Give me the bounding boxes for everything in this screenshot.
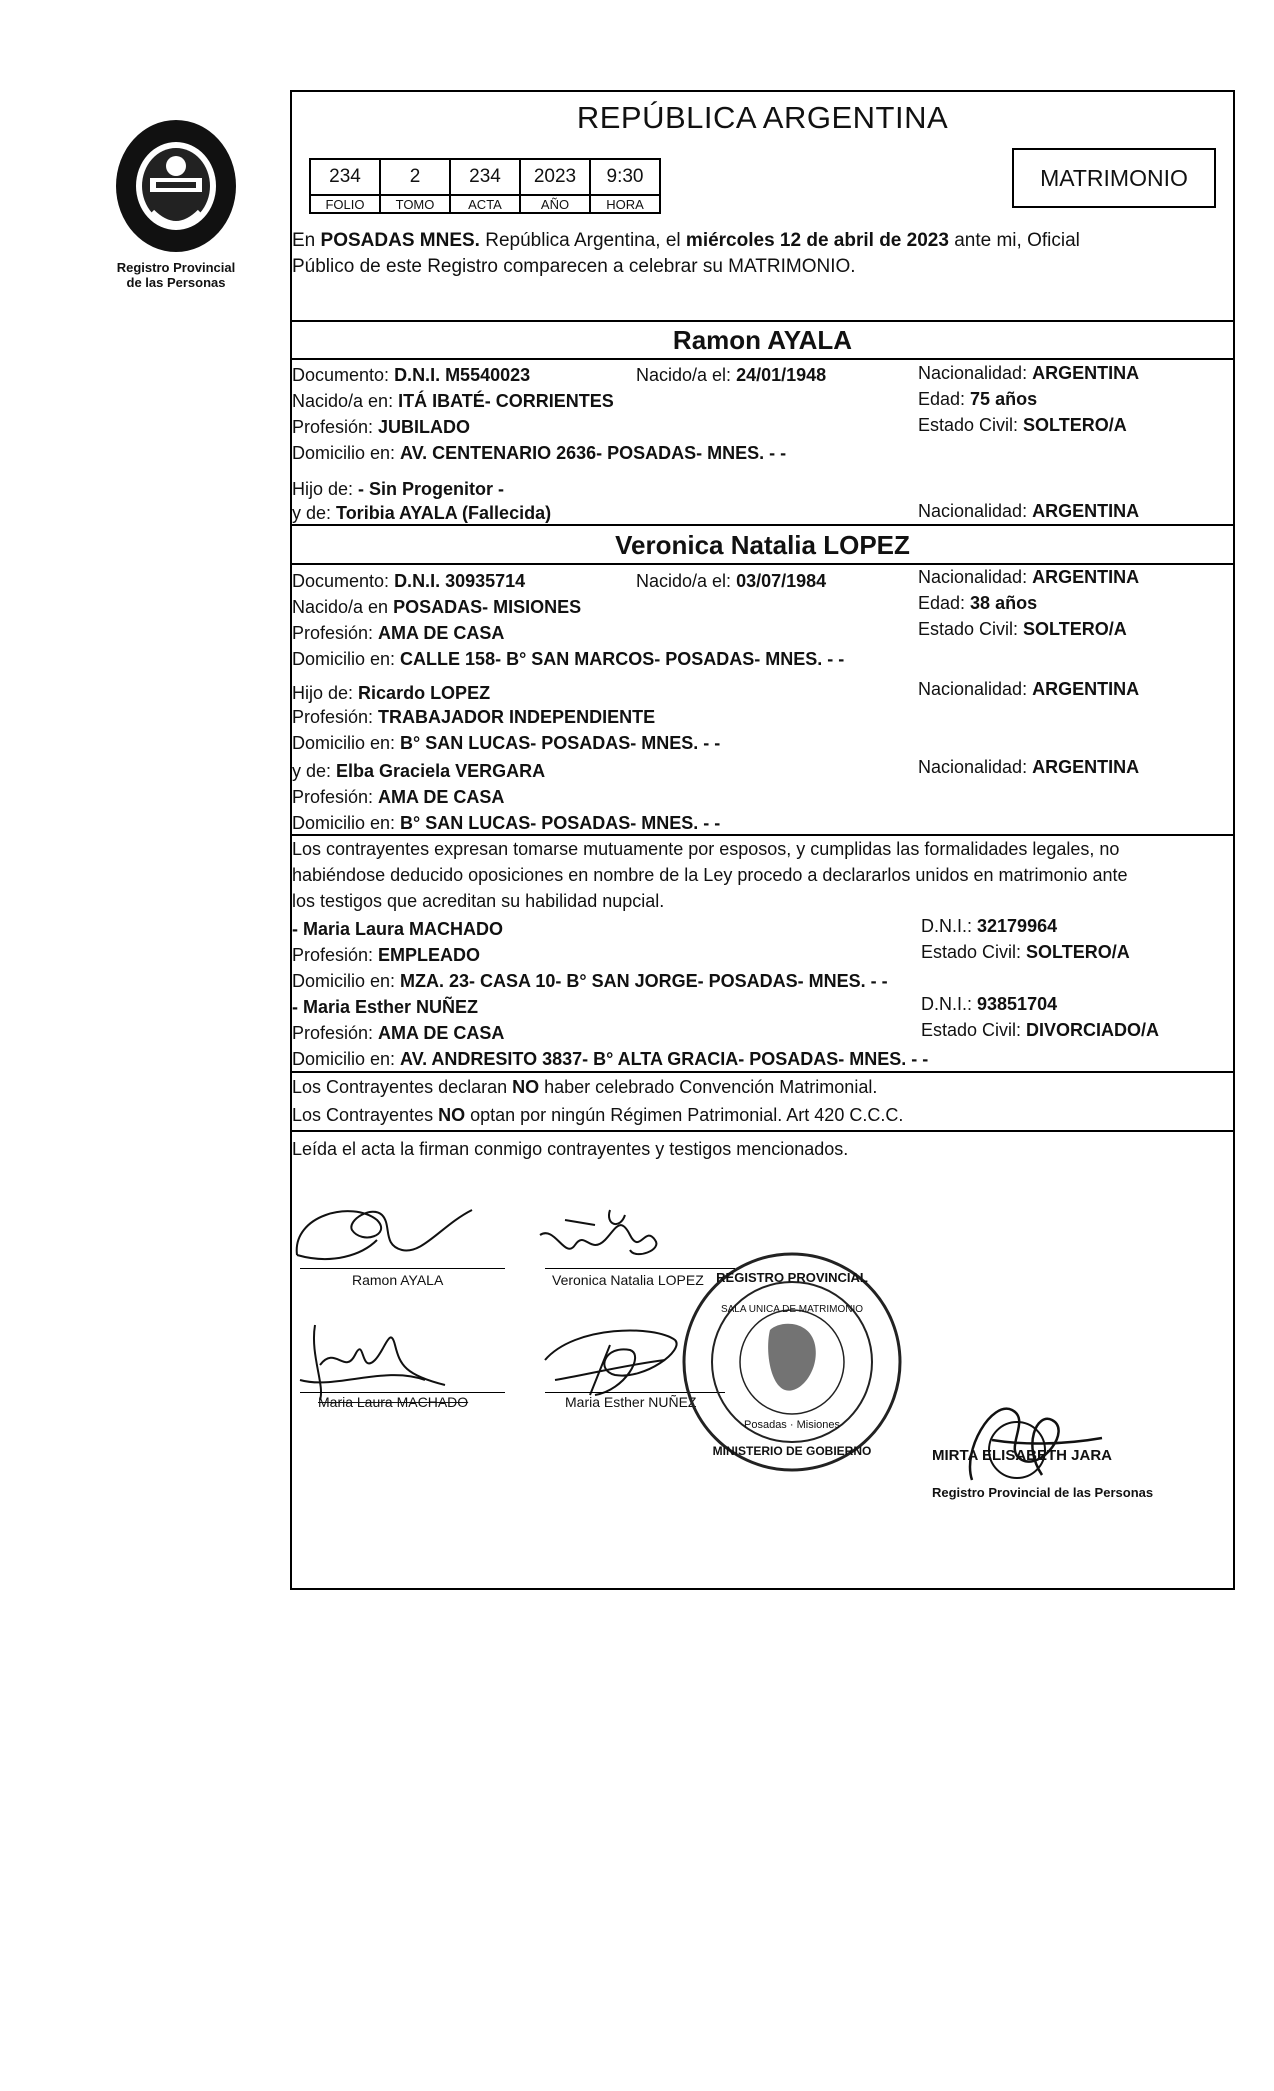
field-text: ARGENTINA — [1032, 363, 1140, 383]
divider — [290, 524, 1235, 526]
bride-document — [292, 570, 525, 592]
field-text: Domicilio en: — [292, 733, 401, 753]
bride-name-heading: Veronica Natalia LOPEZ — [615, 530, 910, 560]
field-text: D.N.I.: — [921, 994, 978, 1014]
declaration-line1: Los contrayentes expresan tomarse mutuamente por esposos, y cumplidas las formalidades legales, no — [292, 839, 1120, 859]
field-text: NO — [438, 1105, 466, 1125]
field-text: Nacionalidad: — [918, 363, 1033, 383]
field-text: Nacido/a el: — [636, 365, 737, 385]
bride-father-profession — [292, 706, 655, 728]
field-text: optan por ningún Régimen Patrimonial. Art 420 C.C.C. — [465, 1105, 904, 1125]
field-text: haber celebrado Convención Matrimonial. — [539, 1077, 878, 1097]
field-text: Domicilio en: — [292, 971, 401, 991]
field-text: POSADAS- MISIONES — [393, 597, 582, 617]
field-text: Domicilio en: — [292, 813, 401, 833]
field-text: Domicilio en: — [292, 649, 401, 669]
field-text: EMPLEADO — [378, 945, 481, 965]
groom-nationality — [918, 362, 1139, 384]
field-text: NO — [512, 1077, 540, 1097]
svg-text:Posadas · Misiones: Posadas · Misiones — [744, 1419, 840, 1431]
folio-value: 234 — [310, 159, 380, 195]
bride-signature-label: Veronica Natalia LOPEZ — [552, 1272, 704, 1288]
witness2-dni — [921, 993, 1057, 1015]
field-text: ARGENTINA — [1032, 567, 1140, 587]
field-text: AV. ANDRESITO 3837- B° ALTA GRACIA- POSADAS- MNES. - - — [400, 1049, 929, 1069]
bride-civil-status — [918, 618, 1127, 640]
field-text: Domicilio en: — [292, 443, 401, 463]
field-text: AMA DE CASA — [378, 787, 505, 807]
bride-profession — [292, 622, 504, 644]
field-text: Documento: — [292, 571, 395, 591]
groom-address — [292, 442, 786, 464]
intro-line1 — [292, 230, 1080, 252]
field-text: y de: — [292, 761, 337, 781]
field-text: República Argentina, el — [479, 230, 686, 251]
witness2-signature-label: Maria Esther NUÑEZ — [565, 1394, 697, 1410]
field-text: Profesión: — [292, 623, 379, 643]
tomo-value: 2 — [380, 159, 450, 195]
field-text: Documento: — [292, 365, 395, 385]
witness2-name: - Maria Esther NUÑEZ — [292, 997, 479, 1017]
bride-signature — [535, 1205, 675, 1270]
declaration-line2: habiéndose deducido oposiciones en nombre de la Ley procedo a declararlos unidos en matrimonio ante — [292, 865, 1128, 885]
field-text: SOLTERO/A — [1026, 942, 1130, 962]
witness1-address — [292, 970, 888, 992]
witness1-dni — [921, 915, 1057, 937]
groom-civil-status — [918, 414, 1127, 436]
groom-birthdate — [636, 364, 826, 386]
field-text: Profesión: — [292, 1023, 379, 1043]
field-text: Nacionalidad: — [918, 757, 1033, 777]
field-text: Nacido/a en: — [292, 391, 399, 411]
field-text: ARGENTINA — [1032, 501, 1140, 521]
field-text: Edad: — [918, 389, 971, 409]
groom-profession — [292, 416, 470, 438]
witness1-signature-label: Maria Laura MACHADO — [318, 1394, 469, 1410]
intro-place: POSADAS MNES. — [320, 230, 480, 251]
field-text: y de: — [292, 503, 337, 523]
field-text: Estado Civil: — [918, 415, 1024, 435]
field-text: Hijo de: — [292, 479, 359, 499]
official-title: Registro Provincial de las Personas — [932, 1485, 1154, 1500]
field-text: 93851704 — [977, 994, 1058, 1014]
acta-label: ACTA — [450, 195, 520, 213]
field-text: Estado Civil: — [921, 942, 1027, 962]
groom-name-heading: Ramon AYALA — [672, 325, 853, 355]
field-text: Ricardo LOPEZ — [358, 683, 491, 703]
field-text: TRABAJADOR INDEPENDIENTE — [378, 707, 656, 727]
tomo-label: TOMO — [380, 195, 450, 213]
bride-father — [292, 682, 490, 704]
field-text: AV. CENTENARIO 2636- POSADAS- MNES. - - — [400, 443, 787, 463]
divider — [290, 1071, 1235, 1073]
divider — [290, 320, 1235, 322]
field-text: D.N.I.: — [921, 916, 978, 936]
field-text: Nacionalidad: — [918, 501, 1033, 521]
year-value: 2023 — [520, 159, 590, 195]
field-text: 24/01/1948 — [736, 365, 827, 385]
field-text: AMA DE CASA — [378, 1023, 505, 1043]
field-text: JUBILADO — [378, 417, 471, 437]
field-text: DIVORCIADO/A — [1026, 1020, 1160, 1040]
groom-father — [292, 478, 504, 500]
declaration-line3: los testigos que acreditan su habilidad nupcial. — [292, 891, 665, 911]
witness1-signature-line — [300, 1392, 505, 1393]
field-text: ARGENTINA — [1032, 679, 1140, 699]
field-text: ante mi, Oficial — [948, 230, 1080, 251]
field-text: En — [292, 230, 321, 251]
field-text: D.N.I. M5540023 — [394, 365, 531, 385]
field-text: Toribia AYALA (Fallecida) — [336, 503, 552, 523]
intro-date: miércoles 12 de abril de 2023 — [685, 230, 949, 251]
hour-value: 9:30 — [590, 159, 660, 195]
field-text: Profesión: — [292, 945, 379, 965]
field-text: Nacionalidad: — [918, 567, 1033, 587]
field-text: Los Contrayentes declaran — [292, 1077, 513, 1097]
svg-text:MINISTERIO DE GOBIERNO: MINISTERIO DE GOBIERNO — [712, 1444, 872, 1458]
witness2-civil-status — [921, 1019, 1159, 1041]
act-type-box: MATRIMONIO — [1012, 148, 1216, 208]
official-name: MIRTA ELISABETH JARA — [932, 1447, 1112, 1464]
document-title: REPÚBLICA ARGENTINA — [576, 100, 949, 135]
registry-logo — [112, 116, 240, 256]
logo-caption-line1: Registro Provincial — [116, 260, 236, 275]
regime-line2 — [292, 1104, 903, 1126]
bride-father-nationality — [918, 678, 1139, 700]
divider — [290, 358, 1235, 360]
field-text: Profesión: — [292, 787, 379, 807]
logo-caption — [86, 260, 266, 290]
field-text: CALLE 158- B° SAN MARCOS- POSADAS- MNES. - - — [400, 649, 845, 669]
field-text: 03/07/1984 — [736, 571, 827, 591]
divider — [290, 563, 1235, 565]
field-text: B° SAN LUCAS- POSADAS- MNES. - - — [400, 733, 721, 753]
witness2-profession — [292, 1022, 504, 1044]
field-text: Hijo de: — [292, 683, 359, 703]
witness1-name: - Maria Laura MACHADO — [292, 919, 504, 939]
field-text: Nacionalidad: — [918, 679, 1033, 699]
field-text: Profesión: — [292, 417, 379, 437]
field-text: Nacido/a el: — [636, 571, 737, 591]
divider — [290, 1130, 1235, 1132]
field-text: 38 años — [970, 593, 1038, 613]
groom-signature-label: Ramon AYALA — [352, 1272, 444, 1288]
field-text: B° SAN LUCAS- POSADAS- MNES. - - — [400, 813, 721, 833]
groom-document — [292, 364, 530, 386]
witness2-signature — [535, 1320, 695, 1400]
field-text: Domicilio en: — [292, 1049, 401, 1069]
groom-birthplace — [292, 390, 614, 412]
witness1-signature — [295, 1305, 475, 1405]
field-text: 32179964 — [977, 916, 1058, 936]
bride-mother-address — [292, 812, 720, 834]
field-text: Elba Graciela VERGARA — [336, 761, 546, 781]
groom-mother — [292, 502, 551, 524]
official-signature — [932, 1390, 1152, 1500]
field-text: D.N.I. 30935714 — [394, 571, 526, 591]
field-text: Profesión: — [292, 707, 379, 727]
field-text: - Sin Progenitor - — [358, 479, 505, 499]
field-text: ITÁ IBATÉ- CORRIENTES — [398, 391, 614, 411]
groom-age — [918, 388, 1037, 410]
bride-birthplace — [292, 596, 581, 618]
svg-text:REGISTRO PROVINCIAL: REGISTRO PROVINCIAL — [716, 1270, 868, 1285]
field-text: MZA. 23- CASA 10- B° SAN JORGE- POSADAS- MNES. - - — [400, 971, 888, 991]
bride-mother-nationality — [918, 756, 1139, 778]
bride-birthdate — [636, 570, 826, 592]
registry-seal — [680, 1250, 905, 1475]
registry-table — [309, 158, 661, 214]
hour-label: HORA — [590, 195, 660, 213]
svg-text:SALA UNICA DE MATRIMONIO: SALA UNICA DE MATRIMONIO — [720, 1304, 864, 1315]
witness1-civil-status — [921, 941, 1130, 963]
year-label: AÑO — [520, 195, 590, 213]
groom-signature — [292, 1195, 492, 1270]
field-text: Nacido/a en — [292, 597, 394, 617]
closing-statement: Leída el acta la firman conmigo contrayentes y testigos mencionados. — [292, 1139, 849, 1159]
witness2-address — [292, 1048, 928, 1070]
bride-nationality — [918, 566, 1139, 588]
regime-line1 — [292, 1076, 877, 1098]
field-text: ARGENTINA — [1032, 757, 1140, 777]
bride-address — [292, 648, 844, 670]
bride-father-address — [292, 732, 720, 754]
field-text: Estado Civil: — [921, 1020, 1027, 1040]
witness1-profession — [292, 944, 480, 966]
acta-value: 234 — [450, 159, 520, 195]
field-text: AMA DE CASA — [378, 623, 505, 643]
field-text: Los Contrayentes — [292, 1105, 439, 1125]
logo-caption-line2: de las Personas — [126, 275, 226, 290]
field-text: 75 años — [970, 389, 1038, 409]
bride-mother-profession — [292, 786, 504, 808]
field-text: SOLTERO/A — [1023, 415, 1127, 435]
field-text: Estado Civil: — [918, 619, 1024, 639]
divider — [290, 834, 1235, 836]
folio-label: FOLIO — [310, 195, 380, 213]
field-text: Edad: — [918, 593, 971, 613]
groom-mother-nationality — [918, 500, 1139, 522]
groom-signature-line — [300, 1268, 505, 1269]
bride-age — [918, 592, 1037, 614]
bride-mother — [292, 760, 545, 782]
field-text: SOLTERO/A — [1023, 619, 1127, 639]
intro-line2: Público de este Registro comparecen a celebrar su MATRIMONIO. — [292, 256, 856, 277]
